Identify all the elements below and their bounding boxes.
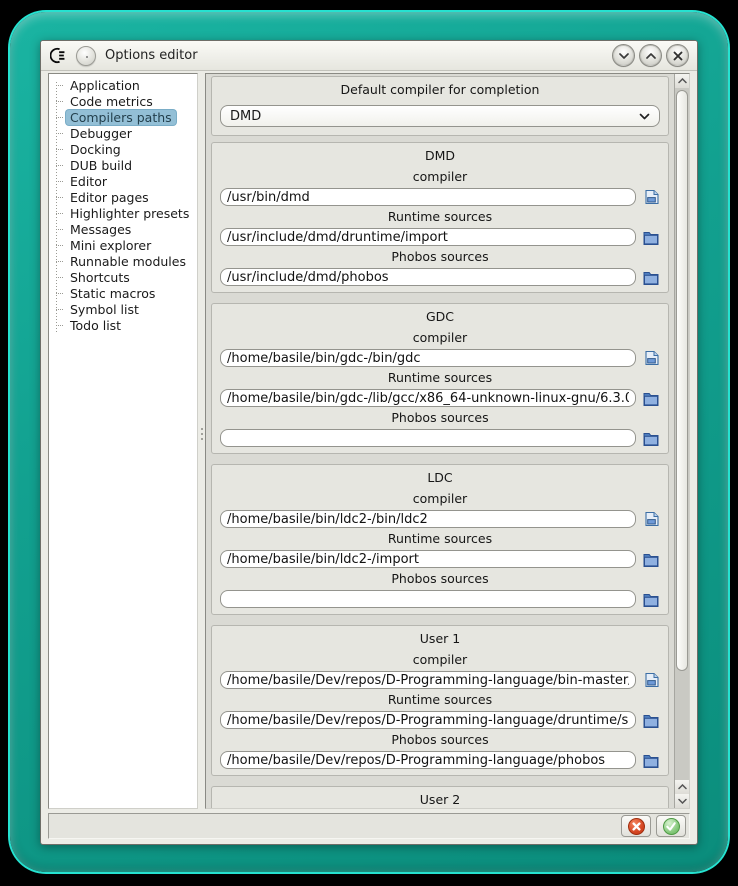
browse-file-button[interactable] (642, 672, 660, 689)
sidebar-item-compilers-paths[interactable]: Compilers paths (49, 109, 197, 125)
window-menu-button[interactable] (76, 46, 96, 66)
statusbar (48, 813, 690, 839)
file-open-icon (644, 189, 659, 205)
group-title: User 1 (419, 631, 461, 646)
browse-file-button[interactable] (642, 189, 660, 206)
scroll-up-button-bottom[interactable] (675, 780, 689, 794)
field-row (220, 388, 660, 408)
field-row (220, 750, 660, 770)
chevron-up-icon (678, 784, 687, 790)
path-input[interactable] (220, 228, 636, 246)
path-field (220, 167, 660, 207)
minimize-button[interactable] (613, 45, 634, 66)
group-title: User 2 (419, 792, 461, 807)
tree-connector-icon (56, 245, 63, 246)
path-input[interactable] (220, 711, 636, 729)
path-input[interactable] (220, 429, 636, 447)
field-label: Runtime sources (387, 531, 493, 546)
group-title: DMD (424, 148, 456, 163)
tree-connector-icon (56, 197, 63, 198)
scrollbar-thumb[interactable] (676, 90, 688, 671)
window-title: Options editor (105, 48, 198, 63)
browse-file-button[interactable] (642, 350, 660, 367)
tree-connector-icon (56, 117, 63, 118)
field-label: compiler (412, 330, 468, 345)
splitter-handle[interactable] (198, 73, 205, 809)
folder-open-icon (643, 270, 659, 285)
combo-value: DMD (230, 108, 262, 124)
folder-open-icon (643, 552, 659, 567)
default-compiler-group (211, 76, 669, 136)
group-title: Default compiler for completion (340, 82, 540, 97)
chevron-up-icon (678, 78, 687, 84)
path-input[interactable] (220, 268, 636, 286)
options-dialog (40, 40, 698, 845)
scroll-down-button[interactable] (675, 794, 689, 808)
path-field (220, 489, 660, 529)
browse-folder-button[interactable] (642, 752, 660, 769)
compiler-groups (211, 142, 669, 808)
path-field (220, 650, 660, 690)
sidebar-item-code-metrics[interactable]: Code metrics (49, 93, 197, 109)
scroll-up-button[interactable] (675, 74, 689, 88)
sidebar-item-symbol-list[interactable]: Symbol list (49, 301, 197, 317)
path-field (220, 690, 660, 730)
sidebar-list (49, 77, 197, 333)
sidebar-item-debugger[interactable]: Debugger (49, 125, 197, 141)
path-field (220, 730, 660, 770)
sidebar-item-shortcuts[interactable]: Shortcuts (49, 269, 197, 285)
folder-open-icon (643, 230, 659, 245)
tree-connector-icon (56, 229, 63, 230)
tree-connector-icon (56, 309, 63, 310)
vertical-scrollbar[interactable] (674, 74, 689, 808)
window-controls (613, 45, 688, 66)
tree-connector-icon (56, 181, 63, 182)
path-input[interactable] (220, 389, 636, 407)
browse-folder-button[interactable] (642, 591, 660, 608)
tree-line (56, 82, 57, 332)
field-row (220, 710, 660, 730)
tree-connector-icon (56, 85, 63, 86)
tree-connector-icon (56, 293, 63, 294)
tree-connector-icon (56, 149, 63, 150)
path-input[interactable] (220, 671, 636, 689)
browse-folder-button[interactable] (642, 269, 660, 286)
tree-connector-icon (56, 277, 63, 278)
folder-open-icon (643, 592, 659, 607)
field-row (220, 227, 660, 247)
path-input[interactable] (220, 590, 636, 608)
group-title: GDC (425, 309, 455, 324)
field-label: compiler (412, 491, 468, 506)
sidebar-item-dub-build[interactable]: DUB build (49, 157, 197, 173)
file-open-icon (644, 511, 659, 527)
dialog-body (48, 73, 690, 809)
field-row (220, 549, 660, 569)
browse-folder-button[interactable] (642, 229, 660, 246)
field-label: compiler (412, 169, 468, 184)
chevron-down-icon (619, 53, 629, 59)
compiler-group-ldc (211, 464, 669, 615)
sidebar-item-highlighter-presets[interactable]: Highlighter presets (49, 205, 197, 221)
browse-folder-button[interactable] (642, 712, 660, 729)
path-input[interactable] (220, 550, 636, 568)
maximize-button[interactable] (640, 45, 661, 66)
chevron-down-icon (639, 113, 650, 120)
path-field (220, 247, 660, 287)
path-field (220, 529, 660, 569)
tree-connector-icon (56, 133, 63, 134)
path-input[interactable] (220, 188, 636, 206)
titlebar[interactable] (41, 41, 697, 71)
tree-connector-icon (56, 101, 63, 102)
path-input[interactable] (220, 510, 636, 528)
tree-connector-icon (56, 261, 63, 262)
close-button[interactable] (667, 45, 688, 66)
compiler-group-user-2 (211, 786, 669, 808)
field-label: Runtime sources (387, 370, 493, 385)
field-row (220, 428, 660, 448)
tree-connector-icon (56, 165, 63, 166)
field-label: Runtime sources (387, 209, 493, 224)
file-open-icon (644, 672, 659, 688)
compiler-group-dmd (211, 142, 669, 293)
folder-open-icon (643, 753, 659, 768)
sidebar-item-editor[interactable]: Editor (49, 173, 197, 189)
path-input[interactable] (220, 349, 636, 367)
field-label: compiler (412, 652, 468, 667)
field-row (220, 267, 660, 287)
tree-connector-icon (56, 325, 63, 326)
field-label: Phobos sources (391, 571, 489, 586)
field-label: Phobos sources (391, 732, 489, 747)
field-label: Phobos sources (391, 410, 489, 425)
chevron-up-icon (646, 53, 656, 59)
compiler-group-user-1 (211, 625, 669, 776)
close-icon (673, 51, 683, 61)
field-row (220, 187, 660, 207)
accept-button[interactable] (656, 815, 686, 837)
category-tree (48, 73, 198, 809)
coedit-logo-icon (50, 47, 67, 64)
browse-file-button[interactable] (642, 511, 660, 528)
scrollbar-track[interactable] (675, 88, 689, 780)
path-field (220, 207, 660, 247)
cancel-button[interactable] (621, 815, 651, 837)
file-open-icon (644, 350, 659, 366)
sidebar-item-static-macros[interactable]: Static macros (49, 285, 197, 301)
path-field (220, 569, 660, 609)
field-label: Runtime sources (387, 692, 493, 707)
field-row (220, 509, 660, 529)
compilers-paths-panel (205, 73, 690, 809)
path-field (220, 368, 660, 408)
sidebar-item-docking[interactable]: Docking (49, 141, 197, 157)
sidebar-item-mini-explorer[interactable]: Mini explorer (49, 237, 197, 253)
group-title: LDC (427, 470, 453, 485)
sidebar-item-application[interactable]: Application (49, 77, 197, 93)
default-compiler-select[interactable] (220, 105, 660, 127)
sidebar-item-editor-pages[interactable]: Editor pages (49, 189, 197, 205)
compiler-group-gdc (211, 303, 669, 454)
check-icon (663, 818, 680, 835)
folder-open-icon (643, 431, 659, 446)
folder-open-icon (643, 391, 659, 406)
sidebar-item-todo-list[interactable]: Todo list (49, 317, 197, 333)
browse-folder-button[interactable] (642, 390, 660, 407)
scroll-content (206, 74, 674, 808)
chevron-down-icon (678, 798, 687, 804)
folder-open-icon (643, 713, 659, 728)
path-field (220, 328, 660, 368)
browse-folder-button[interactable] (642, 551, 660, 568)
sidebar-item-runnable-modules[interactable]: Runnable modules (49, 253, 197, 269)
field-label: Phobos sources (391, 249, 489, 264)
field-row (220, 670, 660, 690)
field-row (220, 589, 660, 609)
field-row (220, 348, 660, 368)
sidebar-item-messages[interactable]: Messages (49, 221, 197, 237)
path-input[interactable] (220, 751, 636, 769)
browse-folder-button[interactable] (642, 430, 660, 447)
cross-icon (628, 818, 645, 835)
tree-connector-icon (56, 213, 63, 214)
path-field (220, 408, 660, 448)
